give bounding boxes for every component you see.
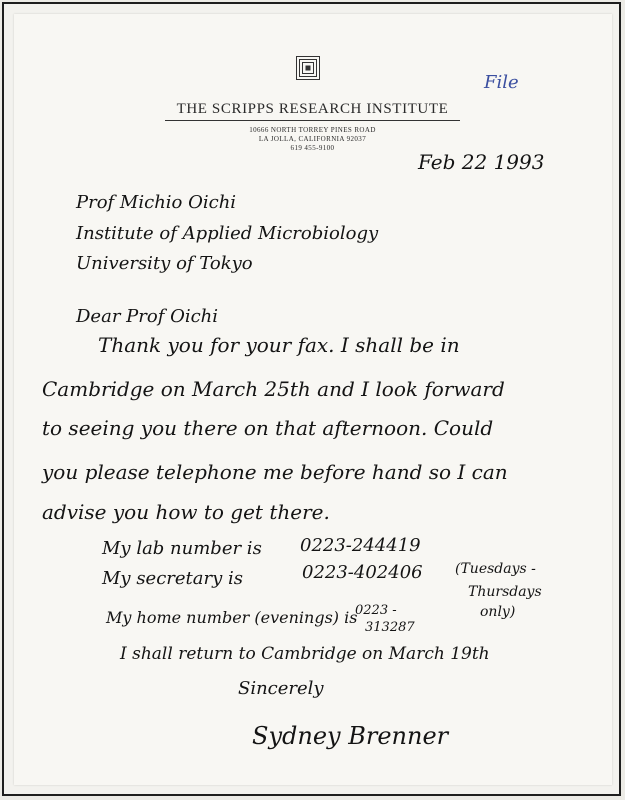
body-line-1: Thank you for your fax. I shall be in <box>98 333 460 357</box>
body-line-2: Cambridge on March 25th and I look forward <box>42 377 505 401</box>
body-line-3: to seeing you there on that afternoon. Could <box>42 416 494 440</box>
lab-number: 0223-244419 <box>300 535 421 556</box>
body-line-5: advise you how to get there. <box>42 500 330 524</box>
letterhead-rule <box>165 120 460 121</box>
secretary-label: My secretary is <box>102 568 244 589</box>
letter-date: Feb 22 1993 <box>418 150 545 174</box>
institute-logo-icon <box>296 56 320 80</box>
file-annotation: File <box>484 72 519 93</box>
letterhead-address-line2: LA JOLLA, CALIFORNIA 92037 <box>258 135 367 143</box>
letterhead-address-line1: 10666 NORTH TORREY PINES ROAD <box>249 126 376 134</box>
salutation: Dear Prof Oichi <box>76 306 219 327</box>
secretary-note-line3: only) <box>480 604 516 620</box>
home-number-label: My home number (evenings) is <box>106 608 358 627</box>
letterhead-organization: THE SCRIPPS RESEARCH INSTITUTE <box>176 101 449 117</box>
recipient-university: University of Tokyo <box>76 253 253 274</box>
body-line-4: you please telephone me before hand so I can <box>42 460 508 484</box>
closing: Sincerely <box>238 678 324 699</box>
recipient-name: Prof Michio Oichi <box>76 192 237 213</box>
secretary-note-line2: Thursdays <box>468 584 542 600</box>
recipient-institute: Institute of Applied Microbiology <box>76 223 379 244</box>
home-number-line2: 313287 <box>365 620 415 635</box>
home-number-line1: 0223 - <box>355 603 397 618</box>
return-date-line: I shall return to Cambridge on March 19th <box>120 644 490 664</box>
letterhead-phone: 619 455-9100 <box>290 144 335 152</box>
lab-number-label: My lab number is <box>102 538 262 559</box>
secretary-note-line1: (Tuesdays - <box>455 561 536 577</box>
secretary-number: 0223-402406 <box>302 562 423 583</box>
signature: Sydney Brenner <box>252 722 449 750</box>
